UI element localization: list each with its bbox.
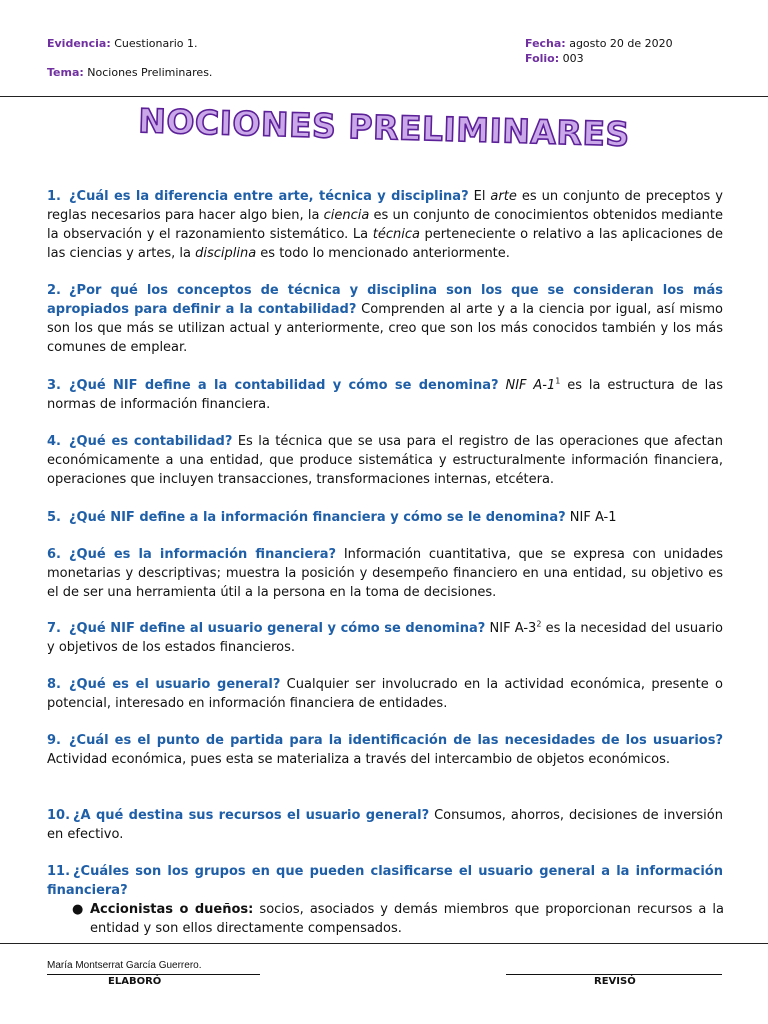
tema-value: Nociones Preliminares. [87,66,213,79]
question-number: 6. [47,547,61,562]
question-11 [47,862,723,900]
question-text: ¿Qué es el usuario general? [69,677,281,692]
bullet-text: socios, asociados y demás miembros que proporcionan recursos a la entidad y son ellos directamente compensados. [90,902,724,936]
question-text: ¿Cuáles son los grupos en que pueden clasificarse el usuario general a la información financiera? [47,864,723,898]
question-text: ¿A qué destina sus recursos el usuario general? [73,808,430,823]
question-number: 7. [47,621,61,636]
question-9 [47,731,723,769]
question-text: ¿Qué es contabilidad? [69,434,233,449]
tema-label: Tema: [47,66,84,79]
question-4 [47,432,723,489]
author-name: María Montserrat García Guerrero. [47,960,202,971]
header-divider [0,96,768,97]
elaboro-label: ELABORÓ [108,976,162,987]
document-title: NOCIONES PRELIMINARES [137,101,631,154]
footnote-marker: 2 [536,619,542,629]
question-text: ¿Cuál es la diferencia entre arte, técnica y disciplina? [69,189,469,204]
bullet-icon: ● [72,902,84,917]
answer-text: Información cuantitativa, que se expresa con unidades monetarias y descriptivas; muestra la posición y desempeño financiero en una entidad, su objetivo es el de ser una herramienta útil a la persona en la toma de decisiones. [47,547,723,600]
question-number: 9. [47,733,61,748]
answer-text: Actividad económica, pues esta se materializa a través del intercambio de objetos económicos. [47,752,670,767]
question-5 [47,508,723,527]
signature-line-right [506,974,722,975]
fecha-value: agosto 20 de 2020 [569,37,673,50]
answer-text: NIF A-1 [498,378,556,393]
question-2 [47,281,723,357]
question-text: ¿Qué NIF define a la información financiera y cómo se le denomina? [69,510,566,525]
question-number: 2. [47,283,61,298]
folio-value: 003 [562,52,584,65]
answer-text: NIF A-3 [485,621,537,636]
signature-line-left [47,974,260,975]
evidencia-value: Cuestionario 1. [114,37,198,50]
fecha-label: Fecha: [525,37,566,50]
tema-row [47,66,212,79]
question-number: 5. [47,510,61,525]
answer-text: Consumos, ahorros, decisiones de inversión en efectivo. [47,808,723,842]
question-number: 1. [47,189,61,204]
evidencia-label: Evidencia: [47,37,111,50]
question-number: 8. [47,677,61,692]
answer-text: NIF A-1 [565,510,617,525]
question-6 [47,545,723,602]
reviso-label: REVISÓ [594,976,636,987]
question-text: ¿Qué NIF define a la contabilidad y cómo se denomina? [69,378,499,393]
question-text: ¿Qué es la información financiera? [69,547,337,562]
question-number: 11. [47,864,71,879]
question-text: ¿Qué NIF define al usuario general y cómo se denomina? [69,621,486,636]
question-8 [47,675,723,713]
answer-text: Comprenden al arte y a la ciencia por igual, así mismo son los que más se utilizan actual y anteriormente, creo que son los más conocidos también y los más comunes de emplear. [47,302,723,355]
footnote-marker: 1 [555,376,561,386]
question-7: 7. ¿Qué NIF define al usuario general y cómo se denomina? NIF $A-3^2$ es la necesidad del usuario y objetivos de los estados financieros. [47,619,724,655]
question-number: 3. [47,378,61,393]
folio-label: Folio: [525,52,560,65]
answer-text: Cualquier ser involucrado en la actividad económica, presente o potencial, interesado en información financiera de entidades. [47,677,723,711]
answer-text: Es la técnica que se usa para el registro de las operaciones que afectan económicamente a una entidad, que produce sistemática y estructuralmente información financiera, operaciones que incluyen transacciones, transformaciones internas, etcétera. [47,434,723,487]
question-3: 3. ¿Qué NIF define a la contabilidad y cómo se denomina? NIF $A-1^1$ es la estructura de las normas de información financiera. [47,376,723,412]
footer-divider [0,943,768,944]
fecha-row [525,37,673,50]
question-1: 1. ¿Cuál es la diferencia entre arte, técnica y disciplina? El arte es un conjunto de preceptos y reglas necesarios para hacer algo bien, la ciencia es un conjunto de conocimientos obtenidos mediante la observación y el razonamiento sistemático. La técnica perteneciente o relativo a las aplicaciones de las ciencias y artes, la disciplina es todo lo mencionado anteriormente. [47,189,723,261]
question-text: ¿Por qué los conceptos de técnica y disciplina son los que se consideran los más apropiados para definir a la contabilidad? [47,283,723,317]
question-text: ¿Cuál es el punto de partida para la identificación de las necesidades de los usuarios? [69,733,723,748]
evidencia-row [47,37,198,50]
question-number: 4. [47,434,61,449]
bullet-item [72,900,724,938]
question-10 [47,806,723,844]
question-number: 10. [47,808,71,823]
folio-row [525,52,584,65]
bullet-term: Accionistas o dueños: [90,902,254,917]
